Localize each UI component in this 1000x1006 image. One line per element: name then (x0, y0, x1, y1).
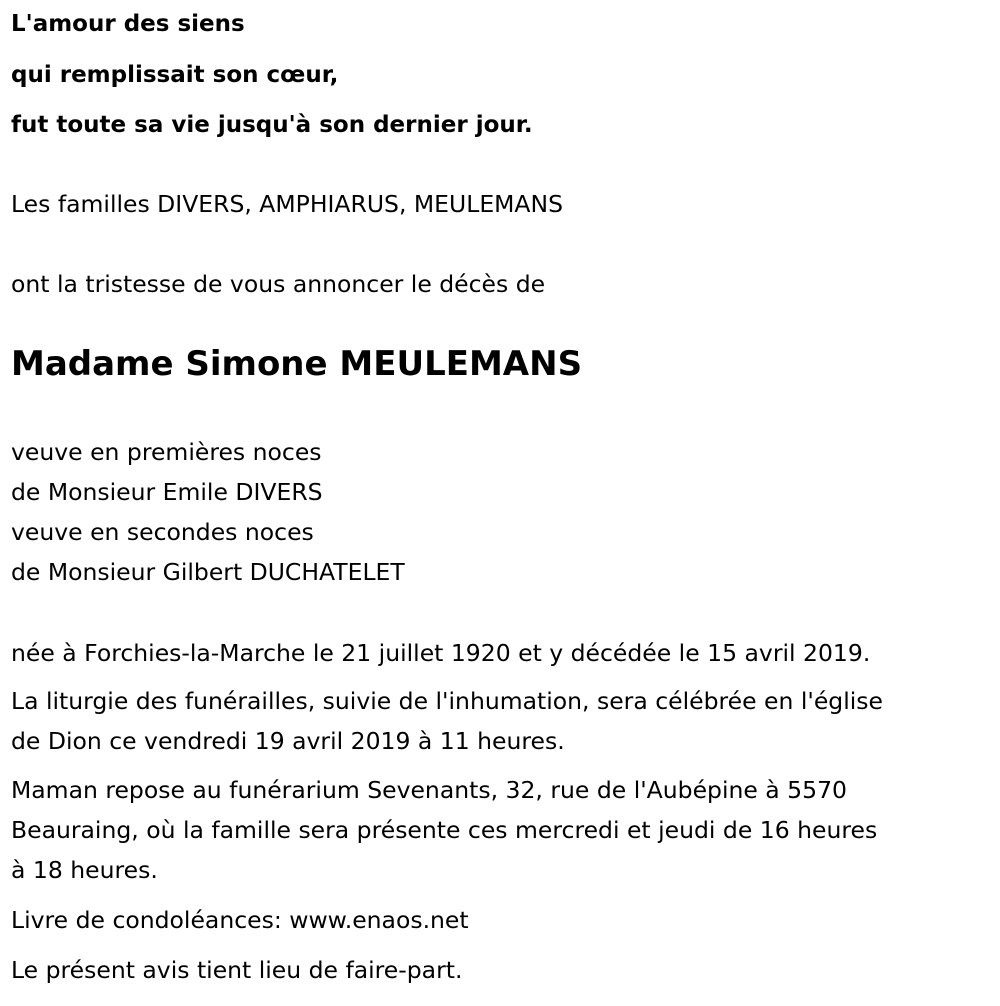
spouse-line-3: veuve en secondes noces (11, 518, 314, 546)
rest-line-1: Maman repose au funérarium Sevenants, 32, rue de l'Aubépine à 5570 (11, 776, 847, 804)
rest-line-2: Beauraing, où la famille sera présente ces mercredi et jeudi de 16 heures (11, 816, 878, 844)
epigraph-line-3: fut toute sa vie jusqu'à son dernier jour. (11, 112, 533, 138)
announcement-line: ont la tristesse de vous annoncer le décès de (11, 270, 546, 298)
spouse-line-4: de Monsieur Gilbert DUCHATELET (11, 558, 405, 586)
epigraph-line-2: qui remplissait son cœur, (11, 62, 339, 88)
families-line: Les familles DIVERS, AMPHIARUS, MEULEMANS (11, 190, 564, 218)
liturgy-line-1: La liturgie des funérailles, suivie de l'inhumation, sera célébrée en l'église (11, 687, 883, 715)
birth-death-line: née à Forchies-la-Marche le 21 juillet 1920 et y décédée le 15 avril 2019. (11, 639, 871, 667)
notice-line: Le présent avis tient lieu de faire-part. (11, 956, 463, 984)
epigraph-line-1: L'amour des siens (11, 11, 245, 37)
spouse-line-2: de Monsieur Emile DIVERS (11, 478, 323, 506)
rest-line-3: à 18 heures. (11, 856, 158, 884)
spouse-line-1: veuve en premières noces (11, 438, 322, 466)
condolences-line: Livre de condoléances: www.enaos.net (11, 906, 469, 934)
deceased-name: Madame Simone MEULEMANS (11, 344, 583, 384)
liturgy-line-2: de Dion ce vendredi 19 avril 2019 à 11 heures. (11, 727, 565, 755)
